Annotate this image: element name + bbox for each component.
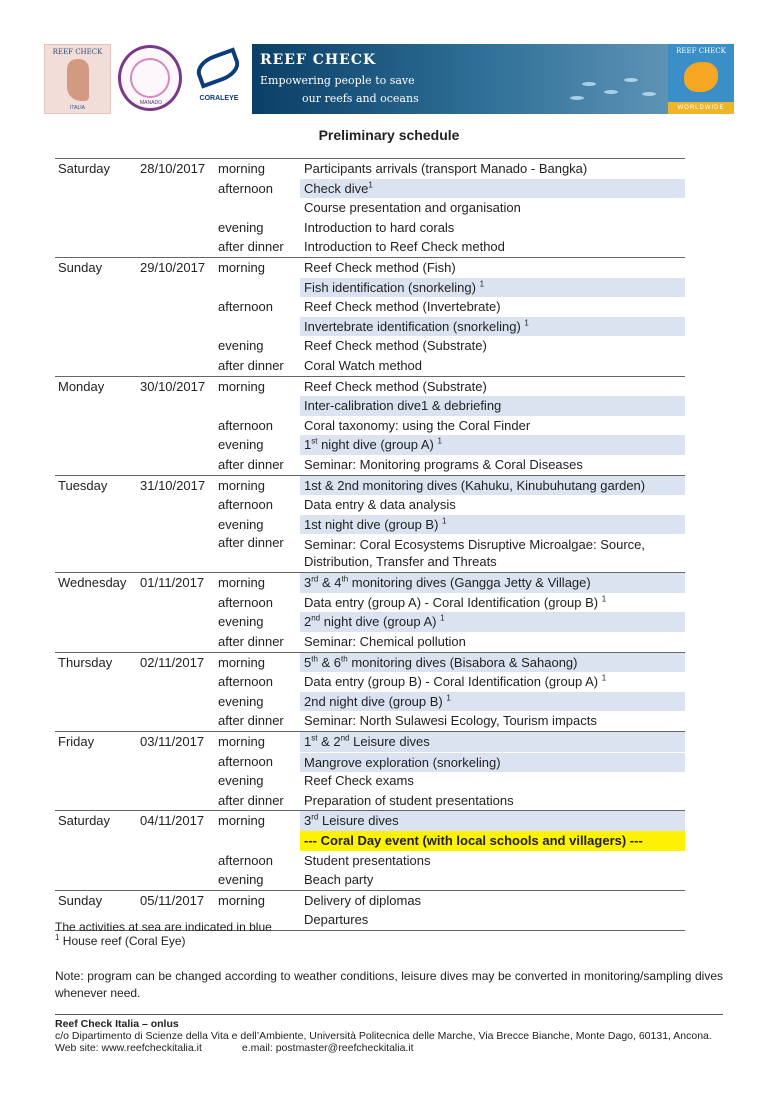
activity xyxy=(300,198,685,218)
day-name: Sunday xyxy=(58,892,103,908)
time-slot: morning xyxy=(218,813,265,829)
schedule-row xyxy=(55,198,685,218)
activity-text: Reef Check method (Substrate) xyxy=(304,338,487,354)
reef-check-italia-logo xyxy=(44,44,111,114)
schedule-row xyxy=(55,752,685,772)
day-date: 04/11/2017 xyxy=(140,813,205,829)
day-date: 29/10/2017 xyxy=(140,259,206,275)
schedule-row xyxy=(55,179,685,199)
footer-org: Reef Check Italia – onlus xyxy=(55,1018,179,1030)
activity xyxy=(300,455,685,475)
time-slot: morning xyxy=(218,734,265,750)
schedule-row xyxy=(55,771,685,791)
schedule-row xyxy=(55,811,685,831)
sea-activity xyxy=(300,653,685,673)
footnote-ref: 1 xyxy=(479,279,485,289)
activity-text: Leisure dives xyxy=(318,813,399,829)
activity-text: Invertebrate identification (snorkeling) xyxy=(304,318,525,334)
activity-text: Coral Watch method xyxy=(304,357,423,373)
header-logos xyxy=(44,44,734,114)
time-slot: afternoon xyxy=(218,299,273,315)
schedule-row xyxy=(55,396,685,416)
ordinal-suffix: th xyxy=(341,574,349,584)
reef-check-worldwide-logo xyxy=(668,44,734,114)
day-block xyxy=(55,376,685,475)
activity-text: 1st & 2nd monitoring dives (Kahuku, Kinubuhutang garden) xyxy=(304,477,646,493)
ordinal-suffix: rd xyxy=(311,574,319,584)
time-slot: after dinner xyxy=(218,634,284,650)
footer-address: c/o Dipartimento di Scienze della Vita e dell’Ambiente, Università Politecnica delle Marche, Via Brecce Bianche, Monte Dago, 60131, Ancona. xyxy=(55,1030,712,1042)
activity-text: Reef Check exams xyxy=(304,773,414,789)
activity-text: Reef Check method (Fish) xyxy=(304,259,456,275)
day-name: Saturday xyxy=(58,161,111,176)
schedule-row xyxy=(55,653,685,673)
day-date: 05/11/2017 xyxy=(140,892,205,908)
time-slot: morning xyxy=(218,654,265,670)
seahorse-icon xyxy=(67,59,89,101)
sea-activity xyxy=(300,612,685,632)
time-slot: afternoon xyxy=(218,753,273,769)
time-slot: evening xyxy=(218,773,264,789)
schedule-row xyxy=(55,632,685,652)
schedule-row xyxy=(55,891,685,911)
footnote-ref: 1 xyxy=(442,516,447,526)
activity-prefix: 5 xyxy=(304,654,312,670)
day-block xyxy=(55,257,685,376)
activity xyxy=(300,258,685,278)
activity-prefix: 1 xyxy=(304,734,312,750)
activity-text: Introduction to Reef Check method xyxy=(304,239,505,255)
schedule-row xyxy=(55,573,685,593)
time-slot: evening xyxy=(218,219,264,235)
activity-text: monitoring dives (Gangga Jetty & Village) xyxy=(348,575,591,591)
schedule-row xyxy=(55,317,685,337)
footer xyxy=(55,1014,723,1054)
day-block xyxy=(55,652,685,731)
time-slot: morning xyxy=(218,161,265,176)
schedule-row xyxy=(55,435,685,455)
banner-tagline-1: Empowering people to save xyxy=(260,74,415,87)
schedule-row xyxy=(55,416,685,436)
footnote-ref: 1 xyxy=(446,693,451,703)
day-date: 31/10/2017 xyxy=(140,477,206,493)
time-slot: afternoon xyxy=(218,180,273,196)
activity xyxy=(300,851,685,871)
schedule-row xyxy=(55,851,685,871)
day-name: Thursday xyxy=(58,654,113,670)
activity-prefix: 2 xyxy=(304,614,312,630)
activity-text: Departures xyxy=(304,912,369,928)
schedule-row xyxy=(55,278,685,298)
eye-icon xyxy=(193,47,244,88)
footnote-ref: 1 xyxy=(524,318,529,328)
ordinal-suffix: st xyxy=(311,733,318,743)
activity xyxy=(300,237,685,257)
schedule-row xyxy=(55,455,685,475)
banner-title: REEF CHECK xyxy=(260,52,377,68)
activity xyxy=(300,593,685,613)
activity xyxy=(300,377,685,397)
day-name: Wednesday xyxy=(58,575,127,591)
activity-text: monitoring dives (Bisabora & Sahaong) xyxy=(347,654,578,670)
schedule-row xyxy=(55,377,685,397)
banner-tagline-2: our reefs and oceans xyxy=(302,92,419,105)
ordinal-suffix: nd xyxy=(340,733,350,743)
activity-text: Seminar: Monitoring programs & Coral Diseases xyxy=(304,456,583,472)
time-slot: afternoon xyxy=(218,417,273,433)
coraleye-text: CORALEYE xyxy=(199,95,239,102)
schedule-row xyxy=(55,791,685,811)
schedule-row xyxy=(55,218,685,238)
time-slot: after dinner xyxy=(218,713,284,729)
time-slot: afternoon xyxy=(218,594,273,610)
activity xyxy=(300,711,685,731)
time-slot: after dinner xyxy=(218,357,284,373)
time-slot: evening xyxy=(218,872,264,888)
day-block xyxy=(55,572,685,651)
activity xyxy=(300,791,685,811)
sea-note: The activities at sea are indicated in blue xyxy=(55,920,272,934)
time-slot: after dinner xyxy=(218,239,284,255)
logo-left-subtitle: ITALIA xyxy=(70,105,85,111)
time-slot: afternoon xyxy=(218,852,273,868)
activity-text: Introduction to hard corals xyxy=(304,219,455,235)
schedule-row xyxy=(55,692,685,712)
activity-text: Participants arrivals (transport Manado - Bangka) xyxy=(304,161,588,176)
activity-text: night dive (group A) xyxy=(317,437,438,453)
coraleye-logo xyxy=(190,44,248,114)
ordinal-suffix: st xyxy=(311,436,318,446)
time-slot: evening xyxy=(218,516,264,532)
time-slot: evening xyxy=(218,614,264,630)
footer-email[interactable]: e.mail: postmaster@reefcheckitalia.it xyxy=(241,1042,414,1054)
activity-text: Inter-calibration dive1 & debriefing xyxy=(304,398,502,414)
activity-mid: & 6 xyxy=(317,654,342,670)
ordinal-suffix: th xyxy=(311,654,318,664)
activity xyxy=(300,159,685,179)
sea-activity xyxy=(300,396,685,416)
schedule-row xyxy=(55,476,685,496)
day-name: Sunday xyxy=(58,259,103,275)
activity-text: Student presentations xyxy=(304,852,431,868)
sea-activity xyxy=(300,476,685,496)
day-name: Monday xyxy=(58,378,105,394)
time-slot: morning xyxy=(218,259,265,275)
activity-text: Course presentation and organisation xyxy=(304,200,521,216)
notes xyxy=(55,920,723,1002)
time-slot: morning xyxy=(218,575,265,591)
time-slot: after dinner xyxy=(218,792,284,808)
activity-text: 2nd night dive (group B) xyxy=(304,693,447,709)
day-block xyxy=(55,158,685,257)
schedule-row xyxy=(55,237,685,257)
time-slot: afternoon xyxy=(218,497,273,513)
footnote-ref: 1 xyxy=(440,614,445,624)
activity-text: night dive (group A) xyxy=(320,614,441,630)
footnote-ref: 1 xyxy=(368,180,373,190)
sea-activity xyxy=(300,692,685,712)
activity-text: Data entry (group A) - Coral Identification (group B) xyxy=(304,594,602,610)
time-slot: evening xyxy=(218,693,264,709)
activity-text: Preparation of student presentations xyxy=(304,792,514,808)
schedule-row xyxy=(55,732,685,752)
sea-activity xyxy=(300,278,685,298)
day-name: Saturday xyxy=(58,813,111,829)
activity-mid: & 4 xyxy=(318,575,342,591)
sea-activity xyxy=(300,752,685,773)
day-block xyxy=(55,475,685,573)
schedule-row xyxy=(55,870,685,890)
sea-activity xyxy=(300,515,685,535)
logo-right-subtitle: WORLDWIDE xyxy=(668,102,734,114)
activity xyxy=(300,536,685,570)
activity-text: Reef Check method (Invertebrate) xyxy=(304,299,501,315)
activity-text: Leisure dives xyxy=(349,734,430,750)
program-note: Note: program can be changed according to weather conditions, leisure dives may be converted in monitoring/sampling dives whenever need. xyxy=(55,969,723,1000)
activity xyxy=(300,416,685,436)
schedule-row xyxy=(55,258,685,278)
sea-activity xyxy=(300,179,685,199)
footer-website[interactable]: Web site: www.reefcheckitalia.it xyxy=(55,1042,202,1054)
activity-text: --- Coral Day event (with local schools and villagers) --- xyxy=(304,833,643,848)
day-name: Tuesday xyxy=(58,477,108,493)
activity xyxy=(300,356,685,376)
ordinal-suffix: rd xyxy=(311,813,319,823)
time-slot: evening xyxy=(218,338,264,354)
sea-activity xyxy=(300,732,685,752)
day-name: Friday xyxy=(58,734,95,750)
activity xyxy=(300,495,685,515)
schedule-row xyxy=(55,593,685,613)
schedule-row xyxy=(55,534,685,572)
logo-left-title: REEF CHECK xyxy=(52,48,103,56)
ordinal-suffix: th xyxy=(341,654,348,664)
schedule-table xyxy=(55,158,685,931)
activity-text: Seminar: North Sulawesi Ecology, Tourism impacts xyxy=(304,713,597,729)
footnote-ref: 1 xyxy=(601,673,607,683)
activity-prefix: 1 xyxy=(304,437,312,453)
schedule-row xyxy=(55,672,685,692)
activity-prefix: 3 xyxy=(304,813,312,829)
schedule-row xyxy=(55,831,685,851)
activity-text: Beach party xyxy=(304,872,374,888)
time-slot: morning xyxy=(218,378,265,394)
logo-right-title: REEF CHECK xyxy=(676,47,726,55)
schedule-row xyxy=(55,336,685,356)
fish-icon xyxy=(684,62,718,92)
sea-activity xyxy=(300,573,685,593)
day-block xyxy=(55,731,685,810)
ordinal-suffix: nd xyxy=(311,614,321,624)
schedule-row xyxy=(55,515,685,535)
sea-activity xyxy=(300,317,685,337)
university-seal-text: MANADO xyxy=(140,100,162,106)
activity-mid: & 2 xyxy=(317,734,341,750)
activity-text: Check dive xyxy=(304,180,369,196)
schedule-row xyxy=(55,356,685,376)
sea-activity xyxy=(300,435,685,455)
footer-contacts xyxy=(55,1042,723,1054)
activity xyxy=(300,672,685,692)
schedule-row xyxy=(55,297,685,317)
event-activity xyxy=(300,831,685,851)
activity xyxy=(300,632,685,652)
activity xyxy=(300,297,685,317)
day-date: 02/11/2017 xyxy=(140,654,205,670)
activity-text: Mangrove exploration (snorkeling) xyxy=(304,754,501,770)
footnote-ref: 1 xyxy=(601,594,607,604)
activity xyxy=(300,218,685,238)
activity xyxy=(300,891,685,911)
time-slot: morning xyxy=(218,477,265,493)
time-slot: afternoon xyxy=(218,674,273,690)
page-title: Preliminary schedule xyxy=(318,127,460,143)
activity-text: Data entry (group B) - Coral Identification (group A) xyxy=(304,674,602,690)
activity xyxy=(300,870,685,890)
activity-text: Seminar: Coral Ecosystems Disruptive Microalgae: Source, Distribution, Transfer and Threats xyxy=(304,537,646,570)
schedule-row xyxy=(55,495,685,515)
time-slot: morning xyxy=(218,892,265,908)
schedule-row xyxy=(55,711,685,731)
activity-text: Delivery of diplomas xyxy=(304,892,422,908)
activity xyxy=(300,336,685,356)
activity xyxy=(300,771,685,791)
day-date: 30/10/2017 xyxy=(140,378,206,394)
reef-check-banner xyxy=(252,44,668,114)
activity-text: Data entry & data analysis xyxy=(304,497,456,513)
activity-text: Fish identification (snorkeling) xyxy=(304,279,480,295)
schedule-row xyxy=(55,159,685,179)
time-slot: after dinner xyxy=(218,535,284,551)
day-block xyxy=(55,810,685,889)
university-seal-logo xyxy=(116,44,186,114)
activity-text: Seminar: Chemical pollution xyxy=(304,634,466,650)
day-date: 28/10/2017 xyxy=(140,161,206,176)
activity-text: Reef Check method (Substrate) xyxy=(304,378,487,394)
activity-prefix: 3 xyxy=(304,575,312,591)
day-date: 03/11/2017 xyxy=(140,734,205,750)
sea-activity xyxy=(300,811,685,831)
footnote: $^1$ House reef (Coral Eye) xyxy=(55,933,186,948)
day-date: 01/11/2017 xyxy=(140,575,205,591)
time-slot: evening xyxy=(218,437,264,453)
schedule-row xyxy=(55,612,685,632)
time-slot: after dinner xyxy=(218,456,284,472)
footnote-ref: 1 xyxy=(437,436,442,446)
activity-text: 1st night dive (group B) xyxy=(304,516,443,532)
activity-text: Coral taxonomy: using the Coral Finder xyxy=(304,417,531,433)
